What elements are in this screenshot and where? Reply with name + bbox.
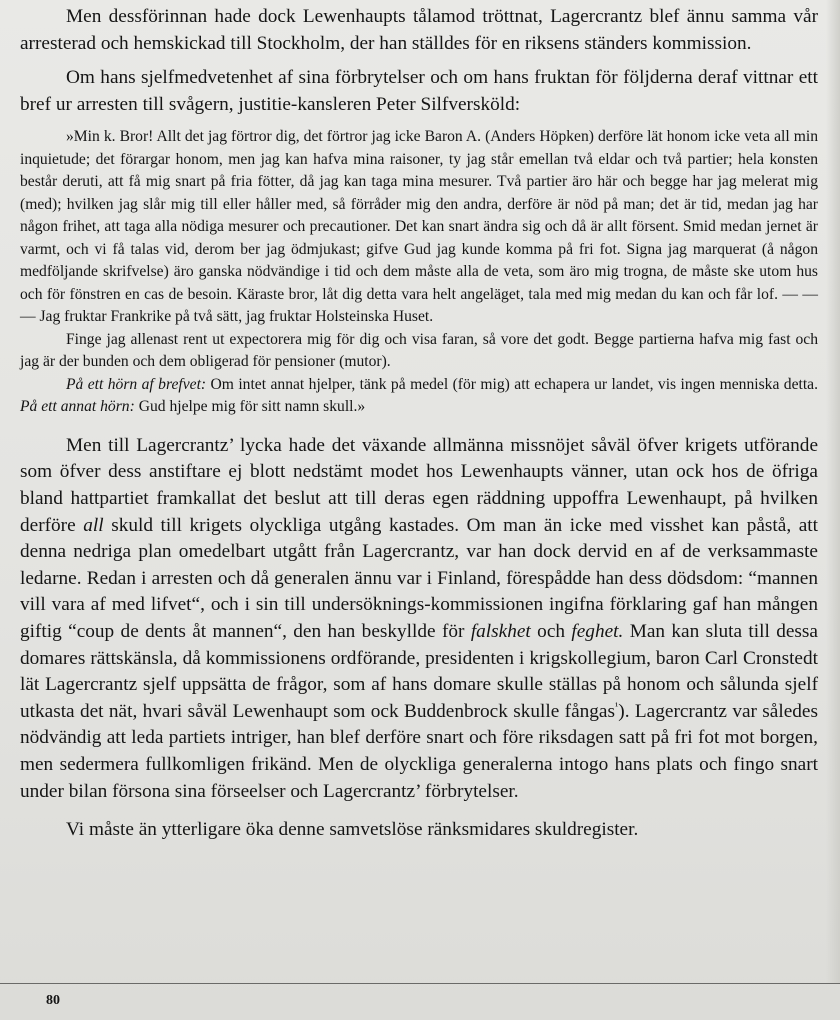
footer-rule xyxy=(0,983,840,984)
paragraph-text-c: Man kan sluta till dessa domares rättskänsla, då kommissionens ordförande, presidenten i krigskollegium, baron Carl Cronstedt lät Lagercrantz sjelf uppsätta de frågor, som af hans domare skulle ställas på honom och sålunda sjelf utkasta det nät, hvari såväl Lewenhaupt som ock Buddenbrock skulle fångas xyxy=(20,621,818,722)
letter-corner-text-1: Om intet annat hjelper, tänk på medel (för mig) att echapera ur landet, vis ingen menniska detta. xyxy=(210,375,818,393)
spacer xyxy=(20,118,818,126)
page-footer xyxy=(0,983,840,1020)
page-edge-shadow xyxy=(826,0,840,983)
paragraph-text-a: Men till Lagercrantz’ lycka hade det växande allmänna missnöjet såväl öfver krigets utförande som öfver dess anstiftare ej blott nedstämt modet hos Lewenhaupts vänner, utan ock hos de öfriga bland hattpartiet framkallat det beslut att till deras egen räddning uppoffra Lewenhaupt, på hvilken derföre xyxy=(20,434,818,536)
paragraph-lagercrantz-luck xyxy=(20,433,818,805)
paragraph-text-d: ). Lagercrantz var således nödvändig att leda partiets intriger, han blef derföre snart och före riksdagen satt på fri fot mot borgen, men sedermera fullkomligen frikänd. Men de olyckliga generalerna intogo hans plats och fingo snart under bilan försona sina förseelser och Lagercrantz’ förbrytelser. xyxy=(20,700,818,802)
spacer xyxy=(20,419,818,433)
page-number: 80 xyxy=(46,993,60,1008)
emphasis-feghet: feghet. xyxy=(571,621,624,643)
paragraph-arrest: Men dessförinnan hade dock Lewenhaupts tålamod tröttnat, Lagercrantz blef ännu samma vår arresterad och hemskickad till Stockholm, der han ställdes för en riksens ständers kommission. xyxy=(20,6,818,54)
letter-paragraph-3 xyxy=(20,374,818,419)
letter-corner-label-2: På ett annat hörn: xyxy=(20,398,135,416)
letter-corner-label-1: På ett hörn af brefvet: xyxy=(66,375,207,393)
emphasis-falskhet: falskhet xyxy=(470,621,531,643)
letter-paragraph-2: Finge jag allenast rent ut expectorera mig för dig och visa faran, så vore det godt. Begge partierna hafva mig fast och jag är der bunden och dem obligerad för pensioner (mutor). xyxy=(20,330,818,371)
letter-paragraph-1: »Min k. Bror! Allt det jag förtror dig, det förtror jag icke Baron A. (Anders Höpken) derföre lät honom icke veta all min inquietude; det förargar honom, men jag kan hafva mina raisoner, ty jag står emellan två eldar och två partier; hela konsten består deruti, att få mig snart på fria fötter, då jag kan taga mina mesurer. Två partier äro här och begge har jag melerat mig (med); hvilken jag slår mig till eller håller med, så förråder mig den andra, derföre är nöd på man; det är tid, medan jag har någon frihet, att taga alla nödiga mesurer och precautioner. Det kan snart ändra sig och då är allt försent. Smid medan jernet är varmt, och vi få talas vid, derom ber jag ödmjukast; gifve Gud jag kunde komma på fri fot. Signa jag marquerat (å någon medföljande skrifvelse) äro ganska nödvändige i tid och dem måste alla de veta, som äro mig trogna, de måste ske utom hus och för fönstren en cas de besoin. Käraste bror, låt dig detta vara helt angeläget, tala med mig medan du kan och får lof. — — — Jag fruktar Frankrike på två sätt, jag fruktar Holsteinska Huset. xyxy=(20,128,818,326)
paragraph-letter-intro: Om hans sjelfmedvetenhet af sina förbrytelser och om hans fruktan för följderna deraf vittnar ett bref ur arresten till svågern, justitie-kansleren Peter Silfversköld: xyxy=(20,67,818,115)
spacer xyxy=(20,57,818,65)
footnote-marker: ¹ xyxy=(614,700,619,713)
paragraph-text-b: skuld till krigets olyckliga utgång kastades. Om man än icke med visshet kan påstå, att denna nedriga plan omedelbart utgått från Lagercrantz, var han dock dervid en af de verksammaste ledarne. Redan i arresten och då generalen ännu var i Finland, förespådde han dess dödsdom: “mannen vill vara af med lifvet“, och i sin till undersöknings-kommissionen ingifna förklaring gaf han mången giftig “coup de dents åt mannen“, den han beskyllde för xyxy=(20,514,818,643)
paragraph-final: Vi måste än ytterligare öka denne samvetslöse ränksmidares skuldregister. xyxy=(66,819,639,841)
page-text xyxy=(20,4,818,844)
spacer xyxy=(20,805,818,817)
letter-corner-text-2: Gud hjelpe mig för sitt namn skull.» xyxy=(138,398,366,416)
paragraph-text-och: och xyxy=(537,621,566,643)
emphasis-all: all xyxy=(83,514,104,536)
letter-quote xyxy=(20,126,818,419)
